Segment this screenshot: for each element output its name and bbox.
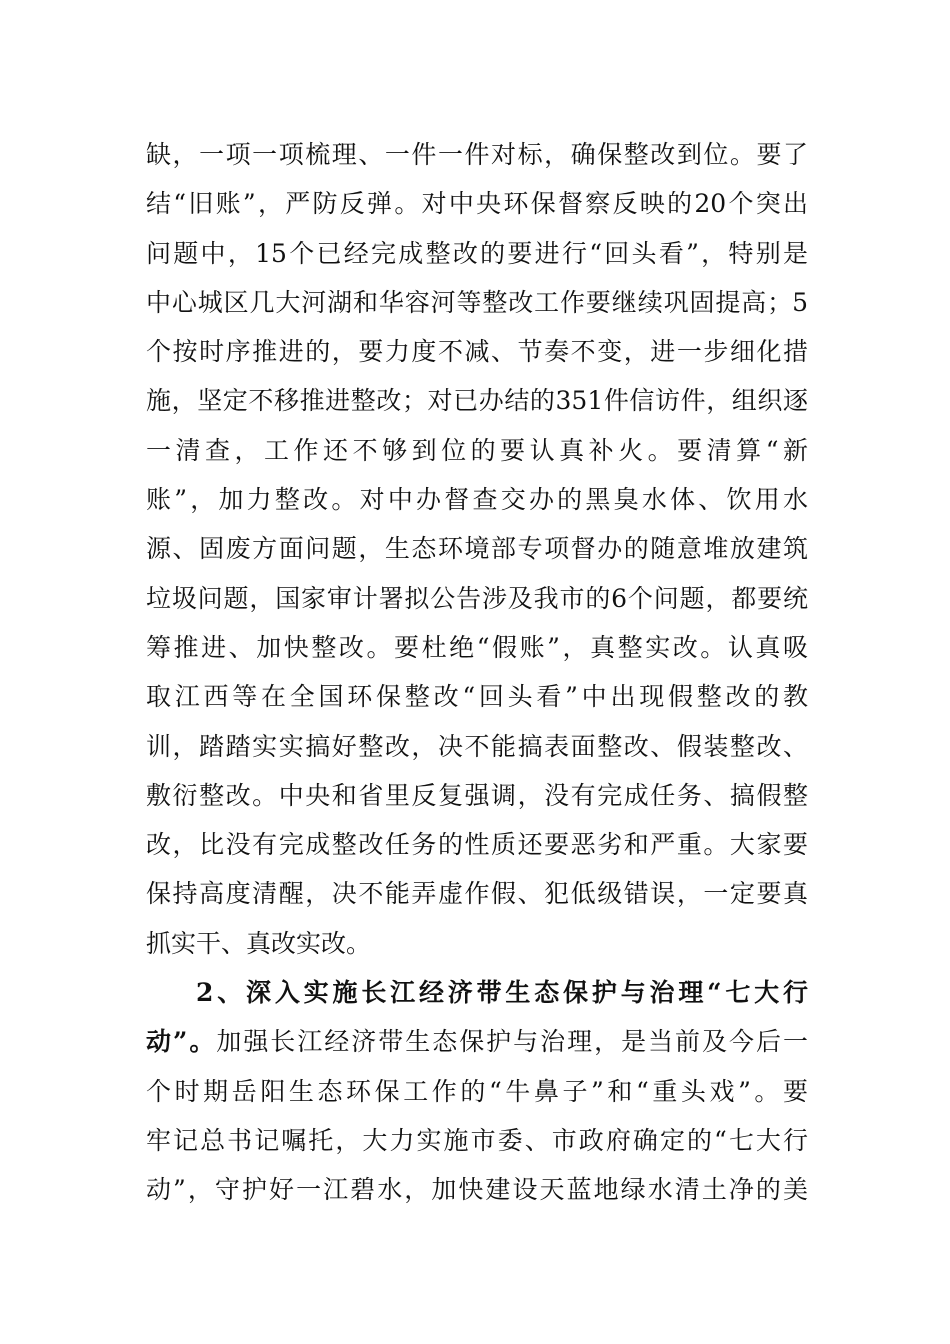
text-line: 账”，加力整改。对中办督查交办的黑臭水体、饮用水 xyxy=(146,485,808,515)
section-heading: 2、深入实施长江经济带生态保护与治理“七大行 xyxy=(196,978,808,1008)
text-line: 施，坚定不移推进整改；对已办结的351件信访件，组织逐 xyxy=(146,386,808,416)
text-line: 动”，守护好一江碧水，加快建设天蓝地绿水清土净的美 xyxy=(146,1175,808,1205)
text-line: 结“旧账”，严防反弹。对中央环保督察反映的20个突出 xyxy=(146,189,809,219)
text-line: 取江西等在全国环保整改“回头看”中出现假整改的教 xyxy=(146,682,808,712)
text-line: 个按时序推进的，要力度不减、节奏不变，进一步细化措 xyxy=(146,337,808,367)
document-body xyxy=(146,130,808,1215)
section-heading-tail: 动”。 xyxy=(146,1027,217,1057)
text-line: 缺，一项一项梳理、一件一件对标，确保整改到位。要了 xyxy=(146,140,808,169)
text-line: 垃圾问题，国家审计署拟公告涉及我市的6个问题，都要统 xyxy=(146,583,808,613)
text-line: 抓实干、真改实改。 xyxy=(146,928,372,958)
text-line: 一清查，工作还不够到位的要认真补火。要清算“新 xyxy=(146,435,808,465)
text-line: 敷衍整改。中央和省里反复强调，没有完成任务、搞假整 xyxy=(146,780,808,810)
text-line: 筹推进、加快整改。要杜绝“假账”，真整实改。认真吸 xyxy=(146,632,808,662)
text-line: 源、固废方面问题，生态环境部专项督办的随意堆放建筑 xyxy=(146,534,808,564)
text-line xyxy=(146,1017,808,1066)
text-line: 改，比没有完成整改任务的性质还要恶劣和严重。大家要 xyxy=(146,830,808,860)
text-span: 加强长江经济带生态保护与治理，是当前及今后一 xyxy=(216,1027,808,1057)
text-line: 问题中，15个已经完成整改的要进行“回头看”，特别是 xyxy=(146,238,808,268)
text-line: 牢记总书记嘱托，大力实施市委、市政府确定的“七大行 xyxy=(146,1125,808,1155)
text-line: 保持高度清醒，决不能弄虚作假、犯低级错误，一定要真 xyxy=(146,879,808,909)
text-line: 训，踏踏实实搞好整改，决不能搞表面整改、假装整改、 xyxy=(146,731,808,761)
text-line: 中心城区几大河湖和华容河等整改工作要继续巩固提高；5 xyxy=(146,287,808,317)
text-line: 个时期岳阳生态环保工作的“牛鼻子”和“重头戏”。要 xyxy=(146,1076,808,1106)
